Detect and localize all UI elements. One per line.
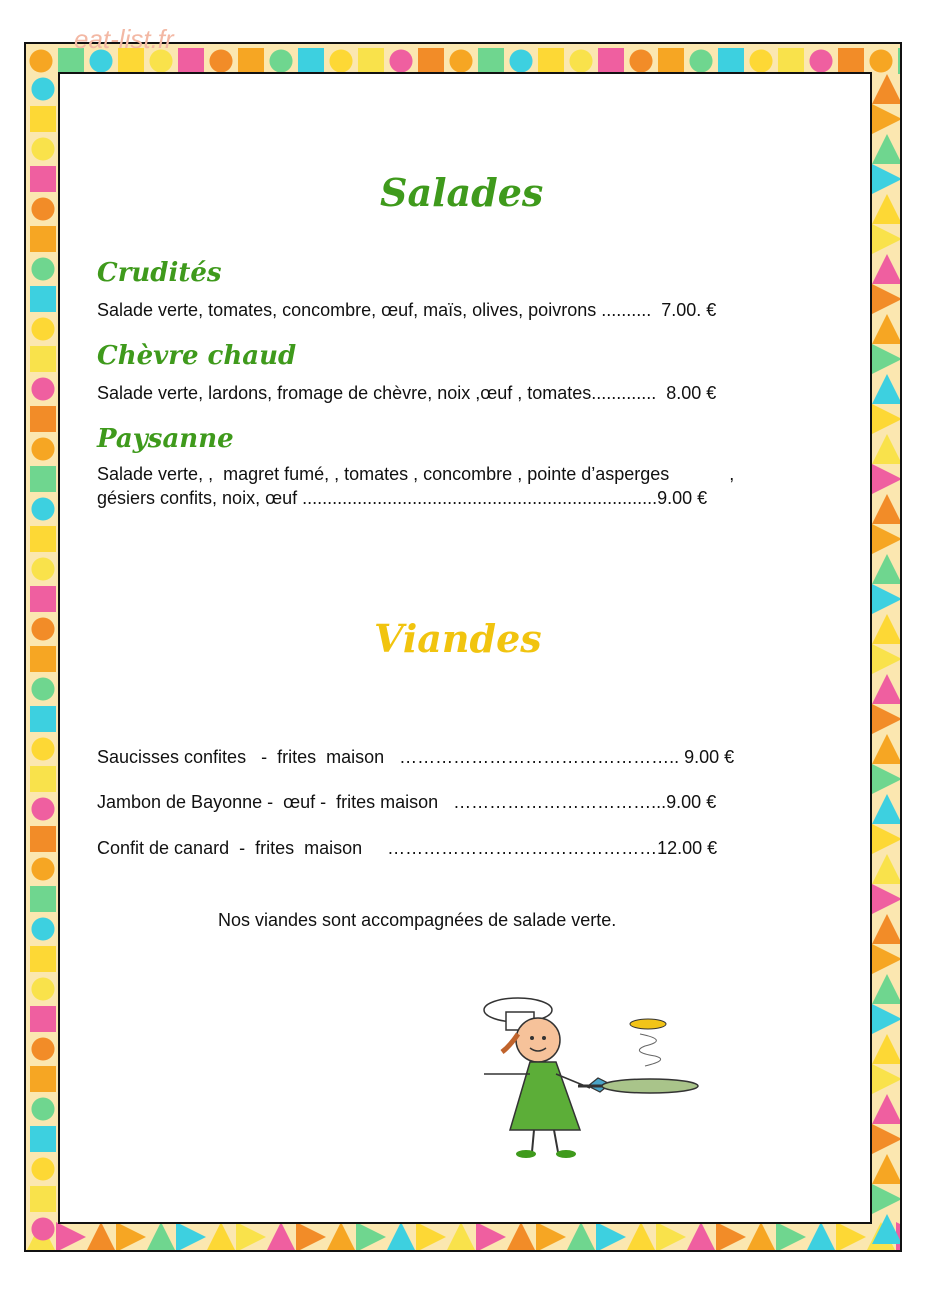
border-shape xyxy=(872,854,902,884)
border-shape xyxy=(596,1222,626,1252)
border-shape xyxy=(31,857,54,880)
border-shape xyxy=(31,1157,54,1180)
border-shape xyxy=(872,704,902,734)
border-shape xyxy=(872,764,902,794)
border-shape xyxy=(29,49,52,72)
border-shape xyxy=(31,197,54,220)
border-shape xyxy=(30,166,56,192)
border-shape xyxy=(872,1004,902,1034)
border-shape xyxy=(509,49,532,72)
border-shape xyxy=(329,49,352,72)
border-shape xyxy=(209,49,232,72)
border-shape xyxy=(869,49,892,72)
border-shape xyxy=(718,48,744,74)
border-shape xyxy=(206,1222,236,1252)
border-shape xyxy=(569,49,592,72)
border-shape xyxy=(806,1222,836,1252)
border-shape xyxy=(872,554,902,584)
border-shape xyxy=(872,1034,902,1064)
border-shape xyxy=(30,766,56,792)
meat-item-saucisses: Saucisses confites - frites maison ……………………………………….. 9.00 € xyxy=(97,747,735,767)
border-shape xyxy=(31,617,54,640)
border-shape xyxy=(31,737,54,760)
border-shape xyxy=(872,794,902,824)
border-shape xyxy=(872,824,902,854)
border-shape xyxy=(31,257,54,280)
chef-illustration xyxy=(470,990,710,1165)
border-shape xyxy=(30,1006,56,1032)
border-shape xyxy=(418,48,444,74)
border-shape xyxy=(30,106,56,132)
border-shape xyxy=(31,677,54,700)
border-shape xyxy=(30,886,56,912)
border-shape xyxy=(356,1222,386,1252)
border-shape xyxy=(658,48,684,74)
meat-item-confit: Confit de canard - frites maison ………………………………………12.00 € xyxy=(97,838,718,858)
border-shape xyxy=(30,346,56,372)
border-shape xyxy=(31,1097,54,1120)
border-shape xyxy=(30,946,56,972)
border-shape xyxy=(238,48,264,74)
border-shape xyxy=(872,524,902,554)
border-shape xyxy=(746,1222,776,1252)
border-shape xyxy=(30,226,56,252)
border-shape xyxy=(872,974,902,1004)
border-shape xyxy=(872,284,902,314)
border-shape xyxy=(116,1222,146,1252)
border-shape xyxy=(476,1222,506,1252)
border-shape xyxy=(872,314,902,344)
dish-description-paysanne-line1: Salade verte, , magret fumé, , tomates , concombre , pointe d’asperges , xyxy=(97,464,735,484)
border-shape xyxy=(269,49,292,72)
border-shape xyxy=(872,674,902,704)
border-shape xyxy=(31,557,54,580)
border-shape xyxy=(298,48,324,74)
border-shape xyxy=(30,286,56,312)
border-shape xyxy=(176,1222,206,1252)
border-shape xyxy=(30,1126,56,1152)
border-shape xyxy=(872,884,902,914)
border-shape xyxy=(30,826,56,852)
border-shape xyxy=(446,1222,476,1252)
border-shape xyxy=(30,586,56,612)
dish-description-chevre-chaud: Salade verte, lardons, fromage de chèvre, noix ,œuf , tomates............. 8.00 € xyxy=(97,383,717,403)
border-shape xyxy=(872,164,902,194)
border-shape xyxy=(478,48,504,74)
border-shape xyxy=(872,194,902,224)
border-shape xyxy=(872,914,902,944)
meat-item-jambon: Jambon de Bayonne - œuf - frites maison ……………………………...9.00 € xyxy=(97,792,717,812)
border-shape xyxy=(838,48,864,74)
dish-name-chevre-chaud: Chèvre chaud xyxy=(97,341,297,371)
border-shape xyxy=(872,734,902,764)
border-shape xyxy=(266,1222,296,1252)
border-shape xyxy=(178,48,204,74)
border-shape xyxy=(629,49,652,72)
border-shape xyxy=(86,1222,116,1252)
border-shape xyxy=(358,48,384,74)
border-shape xyxy=(626,1222,656,1252)
border-shape xyxy=(31,377,54,400)
dish-name-paysanne: Paysanne xyxy=(97,424,234,454)
border-shape xyxy=(31,917,54,940)
border-shape xyxy=(31,1037,54,1060)
border-shape xyxy=(872,644,902,674)
meat-note: Nos viandes sont accompagnées de salade verte. xyxy=(218,910,617,930)
border-shape xyxy=(872,944,902,974)
border-shape xyxy=(236,1222,266,1252)
dish-name-crudites: Crudités xyxy=(97,258,222,288)
border-shape xyxy=(716,1222,746,1252)
border-shape xyxy=(898,48,902,74)
border-shape xyxy=(449,49,472,72)
border-shape xyxy=(872,1124,902,1154)
border-shape xyxy=(872,134,902,164)
border-shape xyxy=(31,77,54,100)
border-shape xyxy=(30,1066,56,1092)
border-shape xyxy=(836,1222,866,1252)
border-shape xyxy=(30,646,56,672)
border-shape xyxy=(872,1184,902,1214)
border-shape xyxy=(656,1222,686,1252)
border-shape xyxy=(31,977,54,1000)
border-shape xyxy=(872,224,902,254)
border-shape xyxy=(872,1154,902,1184)
border-shape xyxy=(538,48,564,74)
border-shape xyxy=(31,437,54,460)
border-shape xyxy=(386,1222,416,1252)
border-shape xyxy=(56,1222,86,1252)
border-shape xyxy=(389,49,412,72)
border-shape xyxy=(30,406,56,432)
border-shape xyxy=(776,1222,806,1252)
border-shape xyxy=(30,706,56,732)
border-shape xyxy=(31,137,54,160)
border-shape xyxy=(872,74,902,104)
border-shape xyxy=(506,1222,536,1252)
border-shape xyxy=(686,1222,716,1252)
border-shape xyxy=(326,1222,356,1252)
border-shape xyxy=(872,434,902,464)
border-shape xyxy=(296,1222,326,1252)
border-shape xyxy=(31,317,54,340)
border-shape xyxy=(31,797,54,820)
section-title-viandes: Viandes xyxy=(374,616,542,661)
border-shape xyxy=(778,48,804,74)
border-shape xyxy=(30,466,56,492)
border-shape xyxy=(809,49,832,72)
border-shape xyxy=(872,494,902,524)
border-shape xyxy=(416,1222,446,1252)
border-shape xyxy=(536,1222,566,1252)
border-shape xyxy=(30,526,56,552)
border-shape xyxy=(598,48,624,74)
border-shape xyxy=(872,344,902,374)
border-shape xyxy=(146,1222,176,1252)
border-shape xyxy=(872,1094,902,1124)
border-shape xyxy=(689,49,712,72)
border-shape xyxy=(872,614,902,644)
watermark: eat-list.fr xyxy=(74,24,174,54)
border-shape xyxy=(872,254,902,284)
border-shape xyxy=(872,584,902,614)
border-shape xyxy=(872,104,902,134)
border-shape xyxy=(31,497,54,520)
dish-description-paysanne-line2: gésiers confits, noix, œuf .......................................................................9.00 € xyxy=(97,488,708,508)
border-shape xyxy=(31,1217,54,1240)
border-shape xyxy=(872,464,902,494)
border-shape xyxy=(566,1222,596,1252)
border-shape xyxy=(872,404,902,434)
border-shape xyxy=(749,49,772,72)
border-shape xyxy=(872,374,902,404)
border-shape xyxy=(872,1064,902,1094)
dish-description-crudites: Salade verte, tomates, concombre, œuf, maïs, olives, poivrons .......... 7.00. € xyxy=(97,300,717,320)
section-title-salades: Salades xyxy=(380,170,544,215)
border-shape xyxy=(30,1186,56,1212)
